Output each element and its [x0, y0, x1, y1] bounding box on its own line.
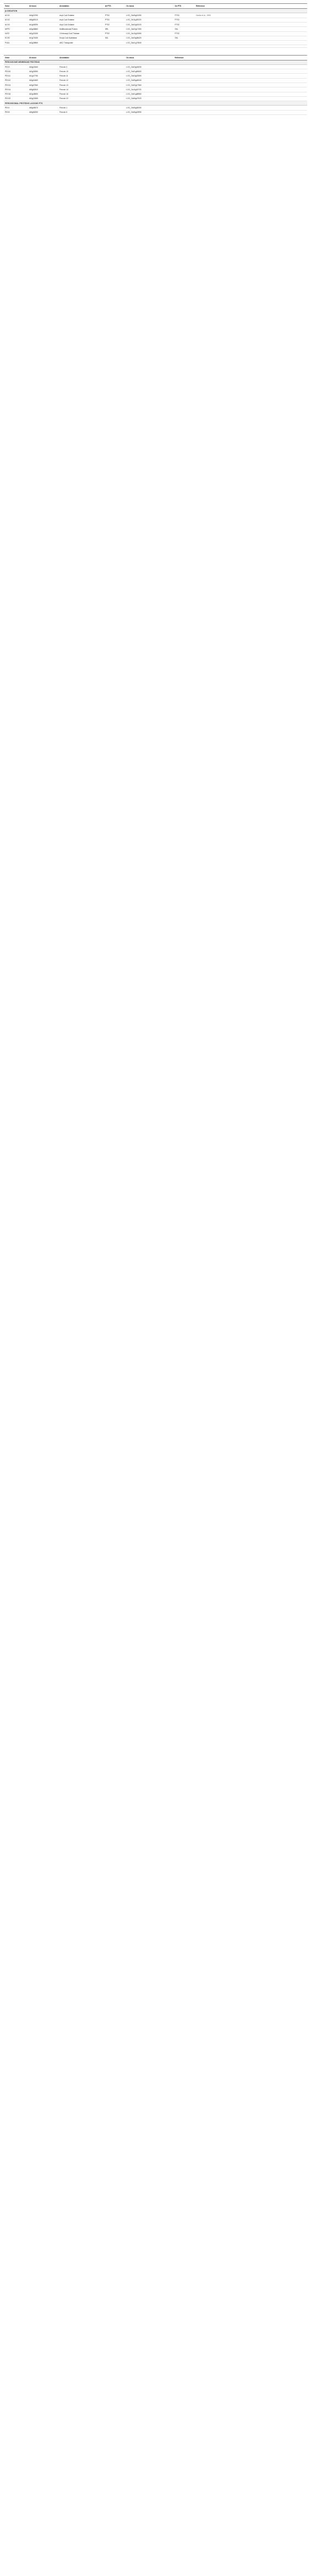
table-cell: LOC_Os02g17390 [125, 27, 173, 31]
table-cell: SRL [104, 27, 126, 31]
section-row [4, 9, 307, 13]
column-header: Gene [4, 4, 28, 9]
table-row [4, 83, 307, 87]
table-header-row [4, 55, 307, 60]
table-cell: ECH2 [4, 36, 28, 40]
table-cell: Hooks et al., 1999 [195, 13, 307, 18]
table-cell: At4g16760 [28, 13, 58, 18]
table-cell [174, 106, 307, 110]
table-cell: Acyl-CoA Oxidase [58, 18, 104, 22]
table-cell: 3-Ketoacyl-CoA Thiolase [58, 31, 104, 36]
table-cell: PEX16 [4, 92, 28, 96]
table-row [4, 69, 307, 74]
table-row [4, 27, 307, 31]
table-cell [174, 74, 307, 78]
column-header: Annotation [58, 4, 104, 9]
table-cell: PEX5 [4, 110, 28, 114]
table-cell [195, 22, 307, 26]
table-cell: PEX12 [4, 78, 28, 83]
table-cell: LOC_Os05g46340 [125, 78, 173, 83]
table-cell: Peroxin 1 [58, 106, 125, 110]
table-cell [174, 78, 307, 83]
table-cell [28, 45, 58, 47]
table-cell: ABC Transporter [58, 41, 104, 45]
table-cell [174, 83, 307, 87]
table1-body [4, 9, 307, 47]
table-cell: SKL [174, 27, 195, 31]
table-cell [174, 69, 307, 74]
table-cell: At2g33150 [28, 31, 58, 36]
table-cell: PEX3 [4, 64, 28, 69]
table-cell: Peroxin 10 [58, 69, 125, 74]
column-header: At locus [28, 4, 58, 9]
table-row [4, 92, 307, 96]
table-cell [174, 64, 307, 69]
table-cell: PTS2 [104, 31, 126, 36]
table-cell: LOC_Os03g02590 [125, 74, 173, 78]
table-cell: PTS2 [174, 18, 195, 22]
table-cell: LOC_Os11g03720 [125, 87, 173, 92]
table-cell: ACX3 [4, 22, 28, 26]
table-cell: At4g39850 [28, 41, 58, 45]
table-cell: At5g56290 [28, 110, 58, 114]
table-cell: LOC_Os06g15990 [125, 110, 173, 114]
table-cell: At3g07560 [28, 83, 58, 87]
table-cell [174, 41, 195, 45]
table-cell: LOC_Os06g05330 [125, 106, 173, 110]
table-cell [174, 110, 307, 114]
table-cell [195, 31, 307, 36]
table-cell: At2g45690 [28, 92, 58, 96]
table-cell [104, 45, 126, 47]
table-row [4, 36, 307, 40]
table-cell: PXA1 [4, 41, 28, 45]
table-cell: At3g21865 [28, 96, 58, 101]
table-cell [4, 45, 28, 47]
table-row [4, 78, 307, 83]
table-cell [174, 92, 307, 96]
column-header: Annotation [58, 55, 125, 60]
table-cell: Peroxin 16 [58, 92, 125, 96]
table-cell: KAT2 [4, 31, 28, 36]
table-cell [104, 41, 126, 45]
table-cell: Peroxin 22 [58, 96, 125, 101]
table2-body [4, 60, 307, 101]
table-row [4, 87, 307, 92]
table-cell: SSL [104, 36, 126, 40]
table-cell: LOC_Os06g47920 [125, 96, 173, 101]
table-cell: ACX2 [4, 18, 28, 22]
table-cell: MFP2 [4, 27, 28, 31]
table-row [4, 22, 307, 26]
table-cell: At2g26350 [28, 69, 58, 74]
section-label: PEROXISOME MEMBRANE PROTEINS [4, 60, 307, 64]
table-cell: At5g62810 [28, 87, 58, 92]
section-label: β-OXIDATION [4, 9, 307, 13]
table-cell: At3g04460 [28, 78, 58, 83]
peroxisomal-protein-table [4, 3, 307, 48]
table-row [4, 13, 307, 18]
table-row [4, 74, 307, 78]
table-cell: LOC_Os02g17960 [125, 83, 173, 87]
table-cell: PTS2 [174, 22, 195, 26]
table-cell: PEX22 [4, 96, 28, 101]
table-cell: LOC_Os02g02220 [125, 22, 173, 26]
section-label: PEROXISOMAL PROTEINS LACKING PTS [4, 101, 307, 106]
table-cell: At1g76150 [28, 36, 58, 40]
table-cell: PTS2 [104, 18, 126, 22]
table-row [4, 18, 307, 22]
table-cell: Peroxin 5 [58, 110, 125, 114]
table-cell: Peroxin 13 [58, 83, 125, 87]
table-cell: Multifunctional Protein [58, 27, 104, 31]
table-row [4, 96, 307, 101]
pex-protein-table [4, 55, 307, 115]
table-cell: Acyl-CoA Oxidase [58, 22, 104, 26]
table-cell: PTS2 [104, 22, 126, 26]
table-cell: PTS2 [174, 13, 195, 18]
table-cell [125, 45, 173, 47]
document-page [4, 0, 307, 115]
column-header: Os locus [125, 55, 173, 60]
table-row [4, 106, 307, 110]
column-header: At locus [28, 55, 58, 60]
table-cell: At5g65110 [28, 18, 58, 22]
table-cell: Peroxin 11 [58, 74, 125, 78]
table-row [4, 31, 307, 36]
table-cell [195, 41, 307, 45]
table-cell: LOC_Os03g08420 [125, 36, 173, 40]
table-cell: ACX1 [4, 13, 28, 18]
table-cell [58, 45, 104, 47]
table-cell [195, 27, 307, 31]
table-cell: LOC_Os01g50600 [125, 69, 173, 74]
table-cell: LOC_Os06g01390 [125, 13, 173, 18]
table-row [4, 64, 307, 69]
table-cell: PEX10 [4, 69, 28, 74]
table-cell [195, 18, 307, 22]
table-cell: LOC_Os03g04930 [125, 64, 173, 69]
table-cell: At5g08470 [28, 106, 58, 110]
column-header: Os PTS [174, 4, 195, 9]
table-row [4, 41, 307, 45]
table-cell [195, 36, 307, 40]
table-cell [174, 87, 307, 92]
column-header: Reference [195, 4, 307, 9]
table-row [4, 110, 307, 114]
table-cell: PEX14 [4, 87, 28, 92]
table-cell: PTS2 [174, 31, 195, 36]
table-cell: PEX1 [4, 106, 28, 110]
table2-body-2 [4, 101, 307, 115]
table-cell: PEX11 [4, 74, 28, 78]
column-header: Reference [174, 55, 307, 60]
column-header: At PTS [104, 4, 126, 9]
section-row [4, 60, 307, 64]
table-cell [174, 45, 195, 47]
table-cell: LOC_Os10g31950 [125, 31, 173, 36]
table-cell: LOC_Os11g39220 [125, 18, 173, 22]
table-cell: LOC_Os01g73530 [125, 41, 173, 45]
table-cell: Peroxin 12 [58, 78, 125, 83]
table-cell: Enoyl-CoA Hydratase [58, 36, 104, 40]
table-header-row [4, 4, 307, 9]
table-cell [174, 96, 307, 101]
table-cell: Peroxin 14 [58, 87, 125, 92]
table-cell: LOC_Os01g68960 [125, 92, 173, 96]
table-cell: Acyl-CoA Oxidase [58, 13, 104, 18]
table-cell: At3g06860 [28, 27, 58, 31]
column-header: Os locus [125, 4, 173, 9]
table-cell: At3g18160 [28, 64, 58, 69]
table-cell: At1g47750 [28, 74, 58, 78]
table-cell: PTS2 [104, 13, 126, 18]
section-row [4, 101, 307, 106]
table-cell: At1g06290 [28, 22, 58, 26]
table-cell: PEX13 [4, 83, 28, 87]
table-row [4, 45, 307, 47]
table-cell [195, 45, 307, 47]
column-header: Gene [4, 55, 28, 60]
table-cell: Peroxin 3 [58, 64, 125, 69]
table-cell: SKL [174, 36, 195, 40]
